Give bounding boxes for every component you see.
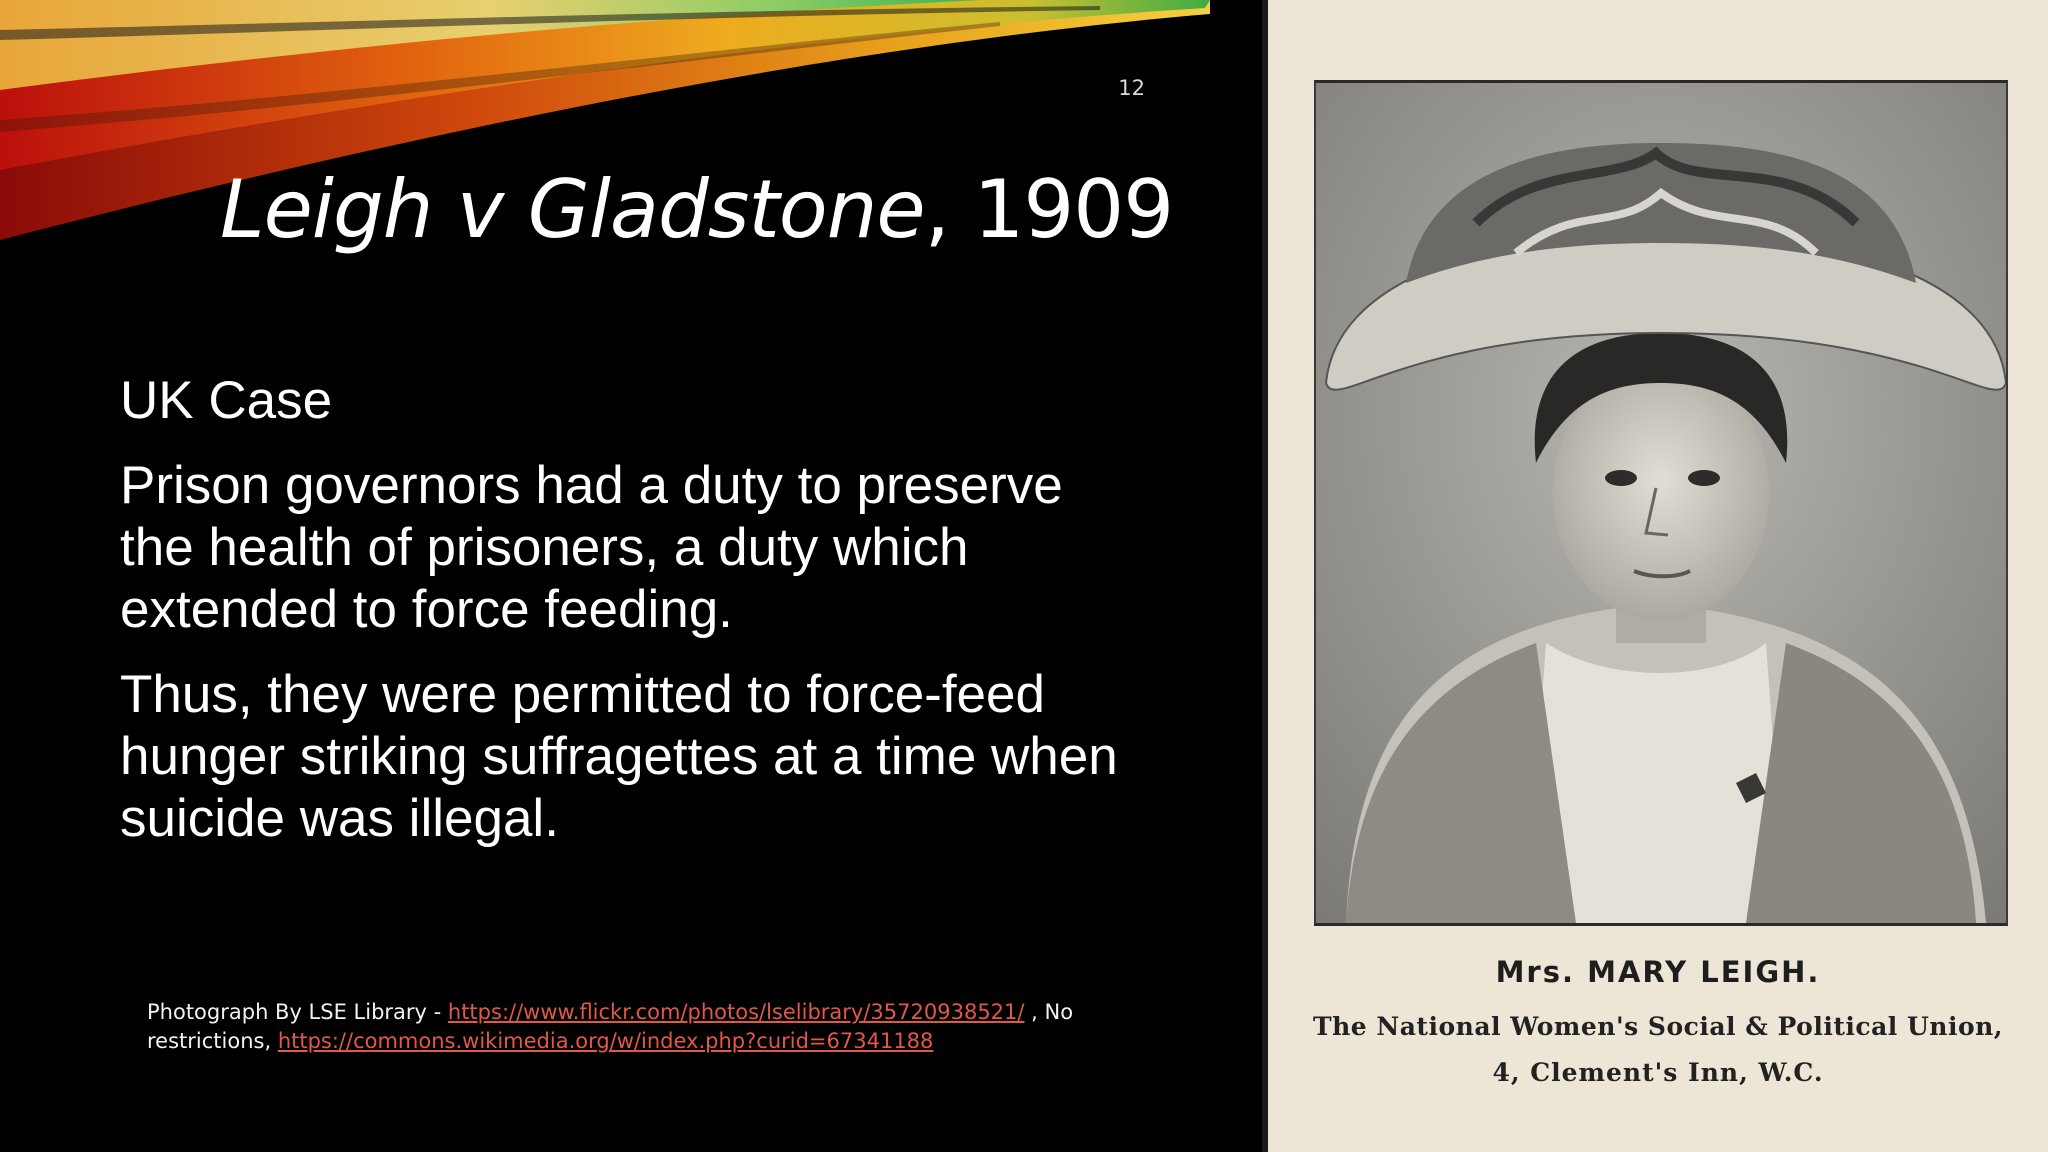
credit-prefix: Photograph By LSE Library - (147, 1000, 448, 1024)
credit-middle: , No restrictions, (147, 1000, 1074, 1053)
photo-credit (147, 998, 1147, 1056)
case-name: Leigh v Gladstone (220, 163, 925, 256)
portrait-caption-organisation: The National Women's Social & Political Union, (1312, 1012, 2004, 1041)
postcard-image (1268, 0, 2048, 1152)
portrait-caption-name: Mrs. MARY LEIGH. (1495, 955, 1821, 989)
slide-number: 12 (1118, 76, 1145, 100)
wikimedia-link[interactable]: https://commons.wikimedia.org/w/index.php?curid=67341188 (277, 1029, 934, 1053)
body-paragraph: Thus, they were permitted to force-feed hunger striking suffragettes at a time when suicide was illegal. (120, 665, 1118, 848)
portrait-caption-address: 4, Clement's Inn, W.C. (1492, 1058, 1824, 1087)
flickr-link[interactable]: https://www.flickr.com/photos/lselibrary/35720938521/ (447, 1000, 1025, 1024)
body-paragraph: UK Case (120, 371, 333, 430)
slide-body (120, 370, 1150, 873)
portrait-photo (1314, 80, 2008, 926)
slide-title (220, 160, 1174, 260)
case-year: , 1909 (924, 163, 1174, 256)
portrait-illustration (1316, 83, 2006, 923)
body-paragraph: Prison governors had a duty to preserve the health of prisoners, a duty which extended to force feeding. (120, 456, 1063, 639)
